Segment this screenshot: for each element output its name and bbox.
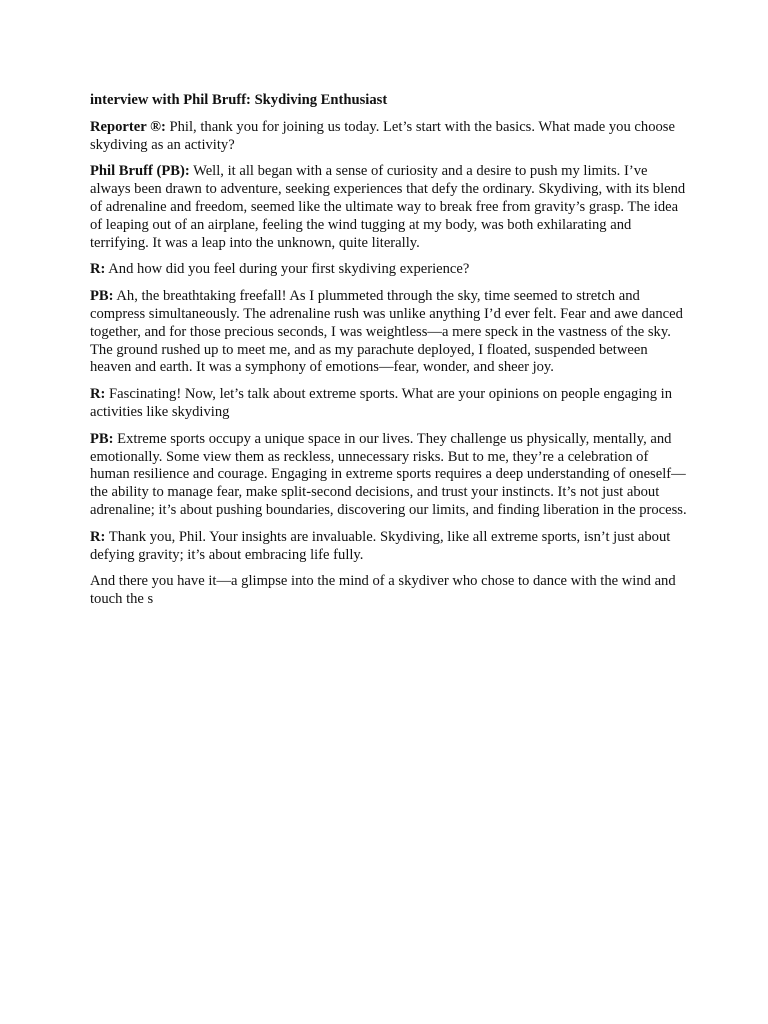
paragraph-8 [90, 573, 690, 609]
paragraph-3 [90, 261, 690, 279]
speaker-label: R: [90, 261, 106, 278]
paragraph-text: Well, it all began with a sense of curiosity and a desire to push my limits. I’ve always been drawn to adventure, seeking experiences that defy the ordinary. Skydiving, with its blend of adrenaline and freedom, seemed like the ultimate way to break free from gravity’s grasp. The idea of leaping out of an airplane, feeling the wind tugging at my body, was both exhilarating and terrifying. It was a leap into the unknown, quite literally. [90, 163, 686, 251]
document-title: interview with Phil Bruff: Skydiving Enthusiast [90, 92, 388, 108]
speaker-label: Reporter ®: [90, 118, 166, 135]
paragraph-2 [90, 163, 690, 252]
paragraph-text: Phil, thank you for joining us today. Let’s start with the basics. What made you choose skydiving as an activity? [90, 118, 675, 153]
paragraph-5 [90, 386, 690, 422]
document-page [90, 92, 690, 618]
speaker-label: PB: [90, 288, 114, 305]
paragraph-text: Ah, the breathtaking freefall! As I plummeted through the sky, time seemed to stretch and compress simultaneously. The adrenaline rush was unlike anything I’d ever felt. Fear and awe danced together, and for those precious seconds, I was weightless—a mere speck in the vastness of the sky. The ground rushed up to meet me, and as my parachute deployed, I floated, suspended between heaven and earth. It was a symphony of emotions—fear, wonder, and sheer joy. [90, 288, 683, 376]
paragraph-1 [90, 119, 690, 155]
paragraph-6 [90, 431, 690, 520]
speaker-label: R: [90, 528, 106, 545]
speaker-label: PB: [90, 430, 114, 447]
paragraph-text: And there you have it—a glimpse into the mind of a skydiver who chose to dance with the wind and touch the s [90, 573, 676, 608]
paragraph-text: Thank you, Phil. Your insights are invaluable. Skydiving, like all extreme sports, isn’t just about defying gravity; it’s about embracing life fully. [90, 528, 671, 563]
paragraph-4 [90, 288, 690, 377]
speaker-label: Phil Bruff (PB): [90, 163, 190, 180]
paragraph-text: And how did you feel during your first skydiving experience? [105, 261, 470, 278]
paragraph-text: Fascinating! Now, let’s talk about extreme sports. What are your opinions on people engaging in activities like skydiving [90, 386, 673, 420]
paragraph-text: Extreme sports occupy a unique space in our lives. They challenge us physically, mentally, and emotionally. Some view them as reckless, unnecessary risks. But to me, they’re a celebration of human resilience and courage. Engaging in extreme sports requires a deep understanding of oneself—the ability to manage fear, make split-second decisions, and trust your instincts. It’s not just about adrenaline; it’s about pushing boundaries, discovering our limits, and finding liberation in the process. [90, 430, 687, 518]
speaker-label: R: [90, 386, 106, 403]
paragraph-7 [90, 529, 690, 565]
